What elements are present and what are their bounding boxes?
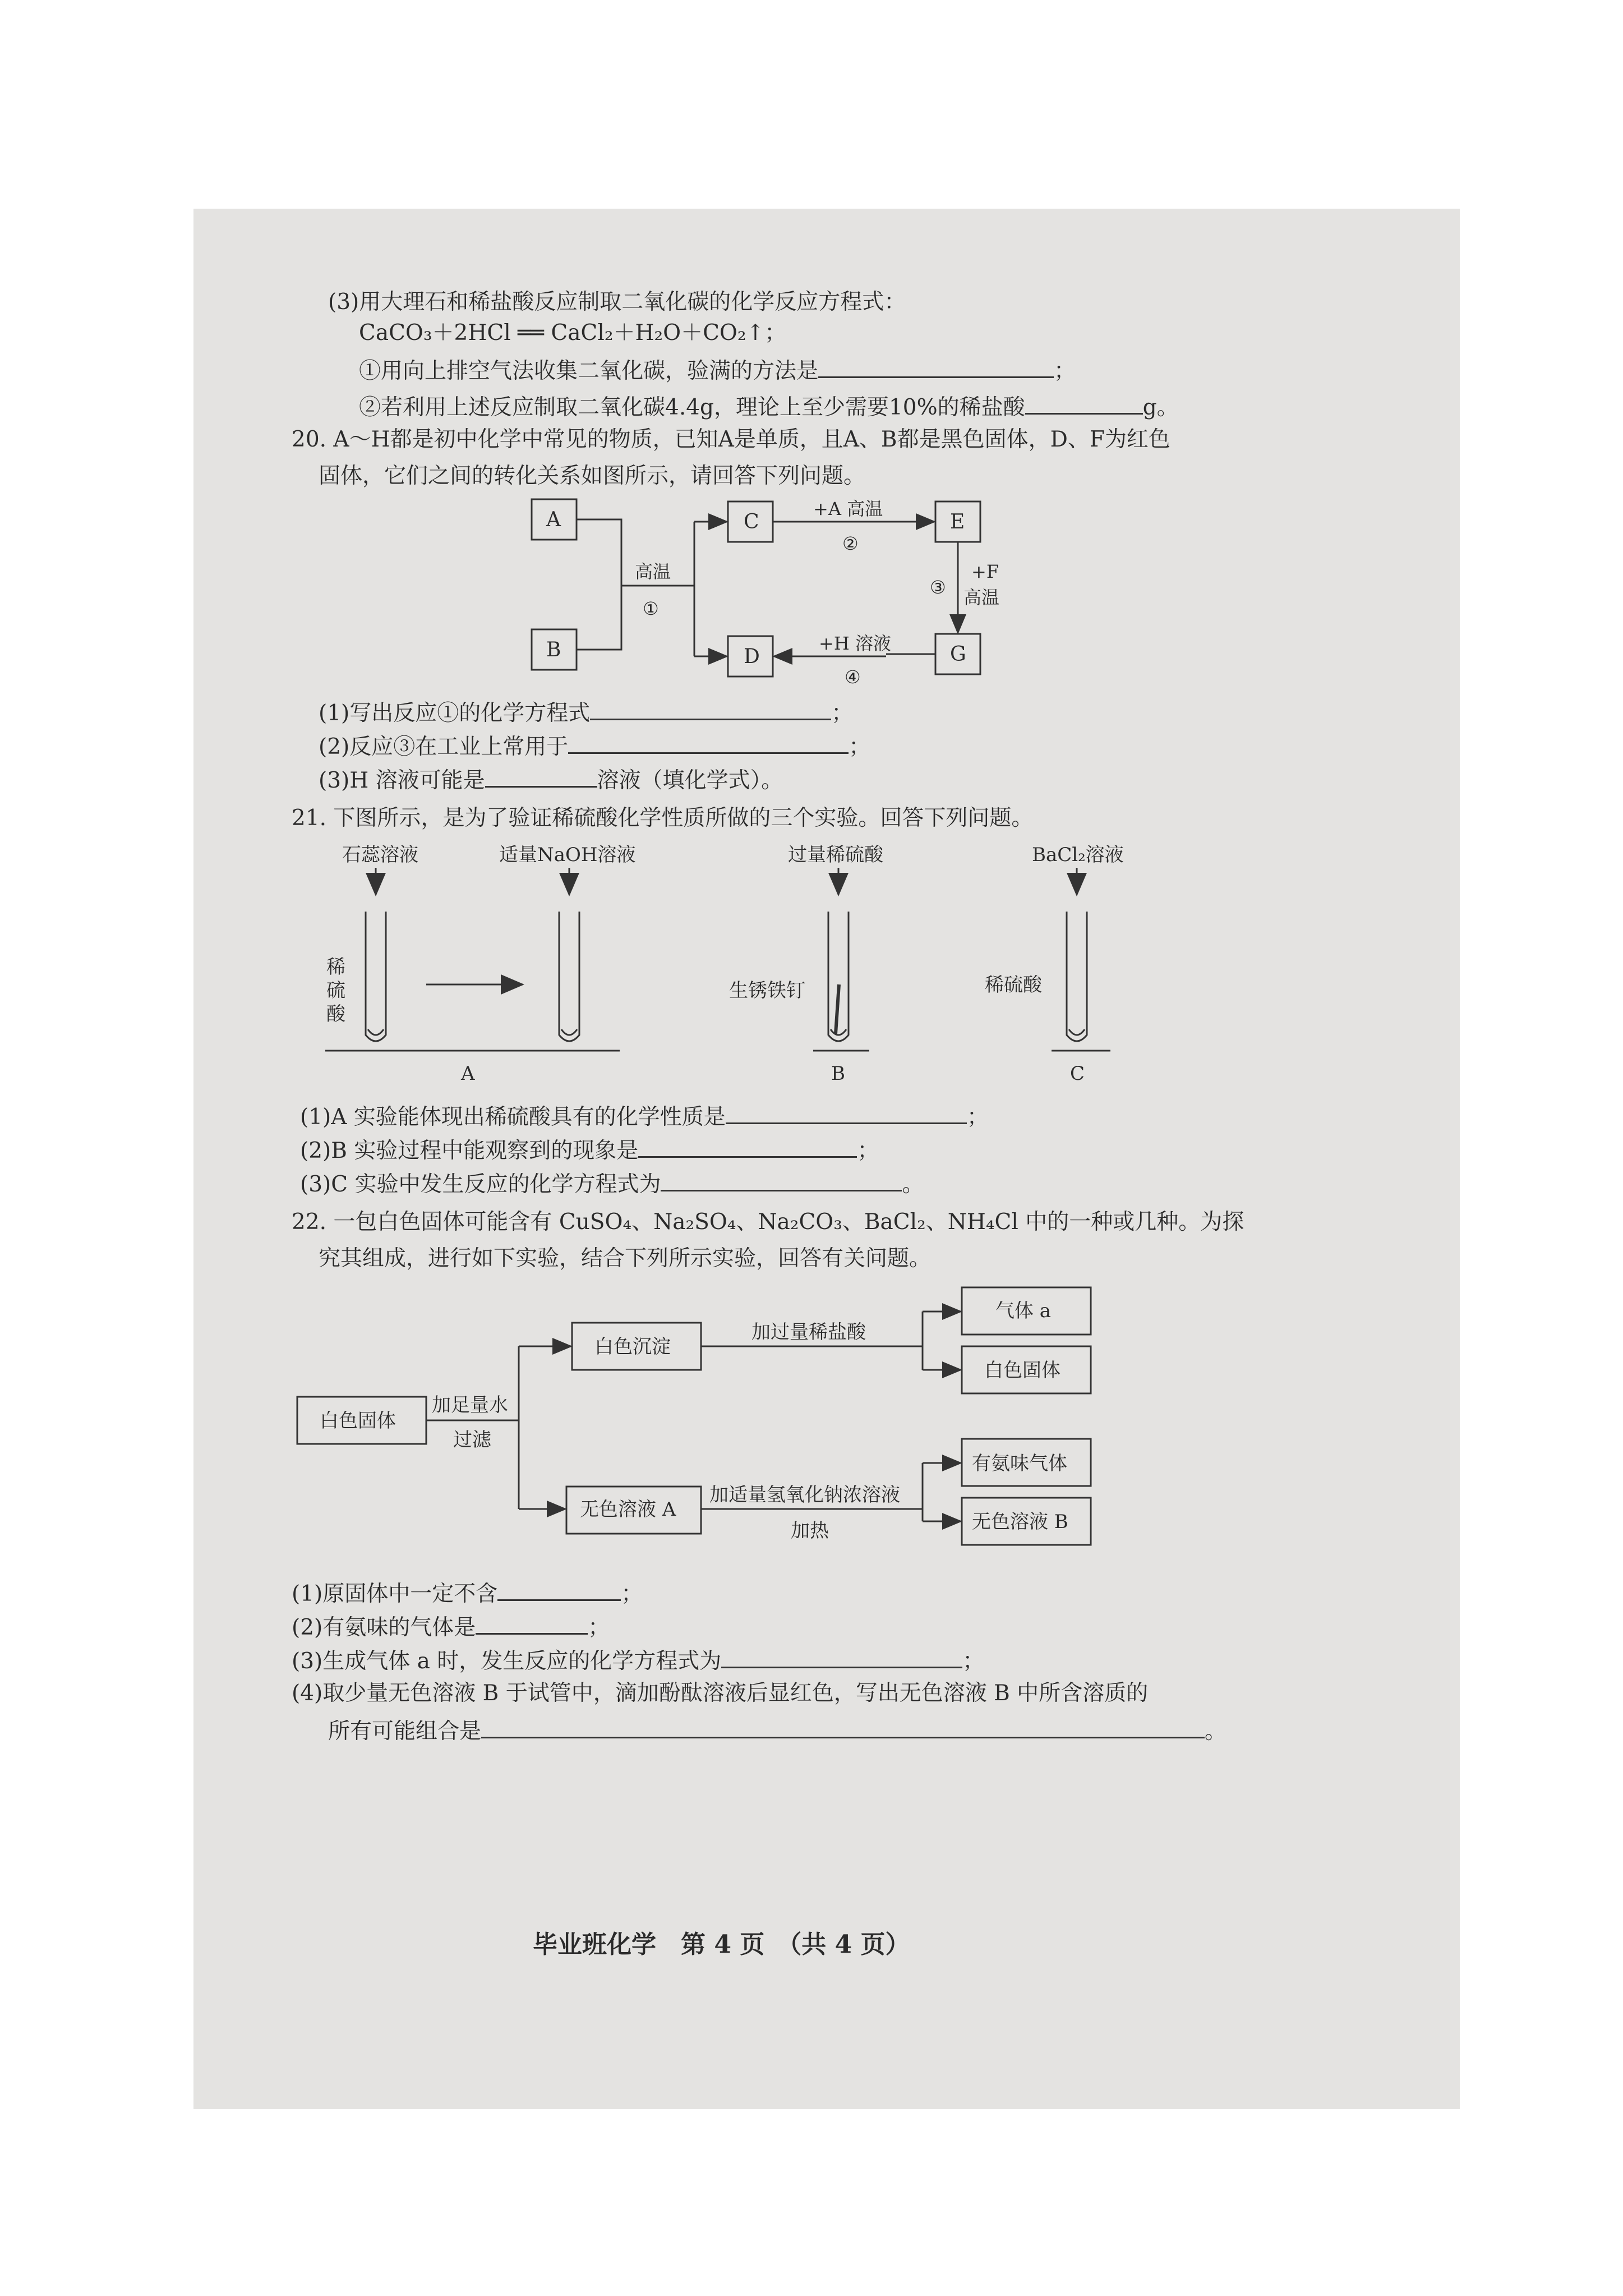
q20-q1: (1)写出反应①的化学方程式 ； bbox=[319, 698, 853, 727]
test-tube-a1 bbox=[366, 912, 386, 1041]
node-white-solid: 白色固体 bbox=[320, 1410, 396, 1432]
label-experiment-b: B bbox=[831, 1062, 845, 1085]
label-dilute-acid-c: 稀硫酸 bbox=[985, 974, 1042, 996]
q21-stem: 21. 下图所示，是为了验证稀硫酸化学性质所做的三个实验。回答下列问题。 bbox=[292, 806, 1034, 831]
q22-q2: (2)有氨味的气体是 ； bbox=[292, 1613, 610, 1641]
q22-q4-line1: (4)取少量无色溶液 B 于试管中，滴加酚酞溶液后显红色，写出无色溶液 B 中所含溶质的 bbox=[292, 1681, 1149, 1706]
node-colorless-solution-b: 无色溶液 B bbox=[972, 1511, 1068, 1533]
condition-4: +H 溶液 bbox=[819, 633, 891, 654]
label-experiment-a: A bbox=[461, 1062, 475, 1085]
step-add-water: 加足量水 bbox=[432, 1394, 508, 1416]
label-excess-acid: 过量稀硫酸 bbox=[788, 844, 883, 866]
node-a: A bbox=[546, 508, 561, 531]
answer-blank[interactable] bbox=[476, 1613, 588, 1635]
answer-blank[interactable] bbox=[661, 1170, 902, 1191]
node-gas-a: 气体 a bbox=[995, 1300, 1052, 1322]
answer-blank[interactable] bbox=[638, 1136, 857, 1158]
step-add-naoh: 加适量氢氧化钠浓溶液 bbox=[709, 1484, 900, 1506]
node-ammonia-gas: 有氨味气体 bbox=[972, 1452, 1067, 1475]
q22-flowchart bbox=[292, 1285, 1144, 1576]
label-bacl2: BaCl₂溶液 bbox=[1032, 844, 1124, 866]
q22-q3: (3)生成气体 a 时，发生反应的化学方程式为 ； bbox=[292, 1646, 984, 1675]
node-d: D bbox=[744, 645, 760, 668]
q19-sub2: ②若利用上述反应制取二氧化碳4.4g，理论上至少需要10%的稀盐酸 g。 bbox=[359, 393, 1179, 421]
reaction-3-number: ③ bbox=[930, 577, 946, 598]
rusty-nail bbox=[836, 984, 839, 1034]
label-dilute-acid-char1: 稀 bbox=[326, 956, 345, 978]
node-e: E bbox=[950, 510, 965, 533]
reaction-4-number: ④ bbox=[845, 666, 861, 688]
answer-blank[interactable] bbox=[726, 1102, 967, 1124]
answer-blank[interactable] bbox=[818, 356, 1054, 378]
label-experiment-c: C bbox=[1070, 1062, 1085, 1085]
condition-1: 高温 bbox=[635, 561, 671, 582]
q21-q1: (1)A 实验能体现出稀硫酸具有的化学性质是 ； bbox=[300, 1102, 989, 1131]
test-tube-b bbox=[828, 912, 849, 1041]
q19-equation: CaCO₃＋2HCl ══ CaCl₂＋H₂O＋CO₂↑； bbox=[359, 320, 787, 346]
q22-stem-line2: 究其组成，进行如下实验，结合下列所示实验，回答有关问题。 bbox=[319, 1246, 932, 1271]
condition-3a: +F bbox=[971, 561, 999, 582]
answer-blank[interactable] bbox=[590, 698, 831, 720]
q19-part3: (3)用大理石和稀盐酸反应制取二氧化碳的化学反应方程式： bbox=[328, 289, 906, 315]
reaction-2-number: ② bbox=[842, 533, 859, 554]
reaction-1-number: ① bbox=[643, 598, 659, 619]
q20-conversion-diagram bbox=[527, 494, 1004, 696]
q22-stem-line1: 22. 一包白色固体可能含有 CuSO₄、Na₂SO₄、Na₂CO₃、BaCl₂、NH₄Cl 中的一种或几种。为探 bbox=[292, 1209, 1244, 1235]
node-b: B bbox=[546, 638, 561, 661]
condition-2: +A 高温 bbox=[813, 498, 883, 519]
node-colorless-solution-a: 无色溶液 A bbox=[580, 1498, 676, 1521]
condition-3b: 高温 bbox=[963, 587, 1000, 608]
answer-blank[interactable] bbox=[481, 1717, 1205, 1738]
q20-stem-line1: 20. A～H都是初中化学中常见的物质，已知A是单质，且A、B都是黑色固体，D、F为红色 bbox=[292, 427, 1170, 452]
node-c: C bbox=[744, 510, 759, 533]
label-rusty-nail: 生锈铁钉 bbox=[729, 979, 805, 1002]
test-tube-a2 bbox=[559, 912, 579, 1041]
page-footer: 毕业班化学 第 4 页 （共 4 页） bbox=[533, 1930, 910, 1959]
label-dilute-acid-char3: 酸 bbox=[326, 1003, 345, 1025]
step-add-hcl: 加过量稀盐酸 bbox=[751, 1321, 866, 1343]
answer-blank[interactable] bbox=[721, 1646, 962, 1668]
q22-q1: (1)原固体中一定不含 ； bbox=[292, 1579, 643, 1608]
test-tube-c bbox=[1067, 912, 1087, 1041]
q21-test-tube-figure bbox=[314, 844, 1155, 1091]
q22-q4-line2: 所有可能组合是 。 bbox=[328, 1717, 1227, 1745]
answer-blank[interactable] bbox=[485, 766, 597, 788]
node-white-precipitate: 白色沉淀 bbox=[594, 1336, 671, 1358]
answer-blank[interactable] bbox=[568, 732, 849, 754]
q20-q2: (2)反应③在工业上常用于 ； bbox=[319, 732, 870, 761]
q21-q3: (3)C 实验中发生反应的化学方程式为 。 bbox=[300, 1170, 924, 1198]
answer-blank[interactable] bbox=[1025, 393, 1143, 415]
answer-blank[interactable] bbox=[497, 1579, 621, 1601]
q20-q3: (3)H 溶液可能是 溶液（填化学式）。 bbox=[319, 766, 783, 794]
node-g: G bbox=[950, 643, 966, 666]
node-white-solid-2: 白色固体 bbox=[984, 1359, 1061, 1382]
label-dilute-acid-char2: 硫 bbox=[326, 979, 345, 1002]
q19-sub1: ①用向上排空气法收集二氧化碳，验满的方法是 ； bbox=[359, 356, 1076, 385]
q20-stem-line2: 固体，它们之间的转化关系如图所示，请回答下列问题。 bbox=[319, 463, 866, 489]
label-litmus: 石蕊溶液 bbox=[342, 844, 418, 866]
step-filter: 过滤 bbox=[453, 1429, 491, 1451]
q21-q2: (2)B 实验过程中能观察到的现象是 ； bbox=[300, 1136, 879, 1165]
step-heat: 加热 bbox=[791, 1520, 829, 1542]
label-naoh: 适量NaOH溶液 bbox=[499, 844, 636, 866]
